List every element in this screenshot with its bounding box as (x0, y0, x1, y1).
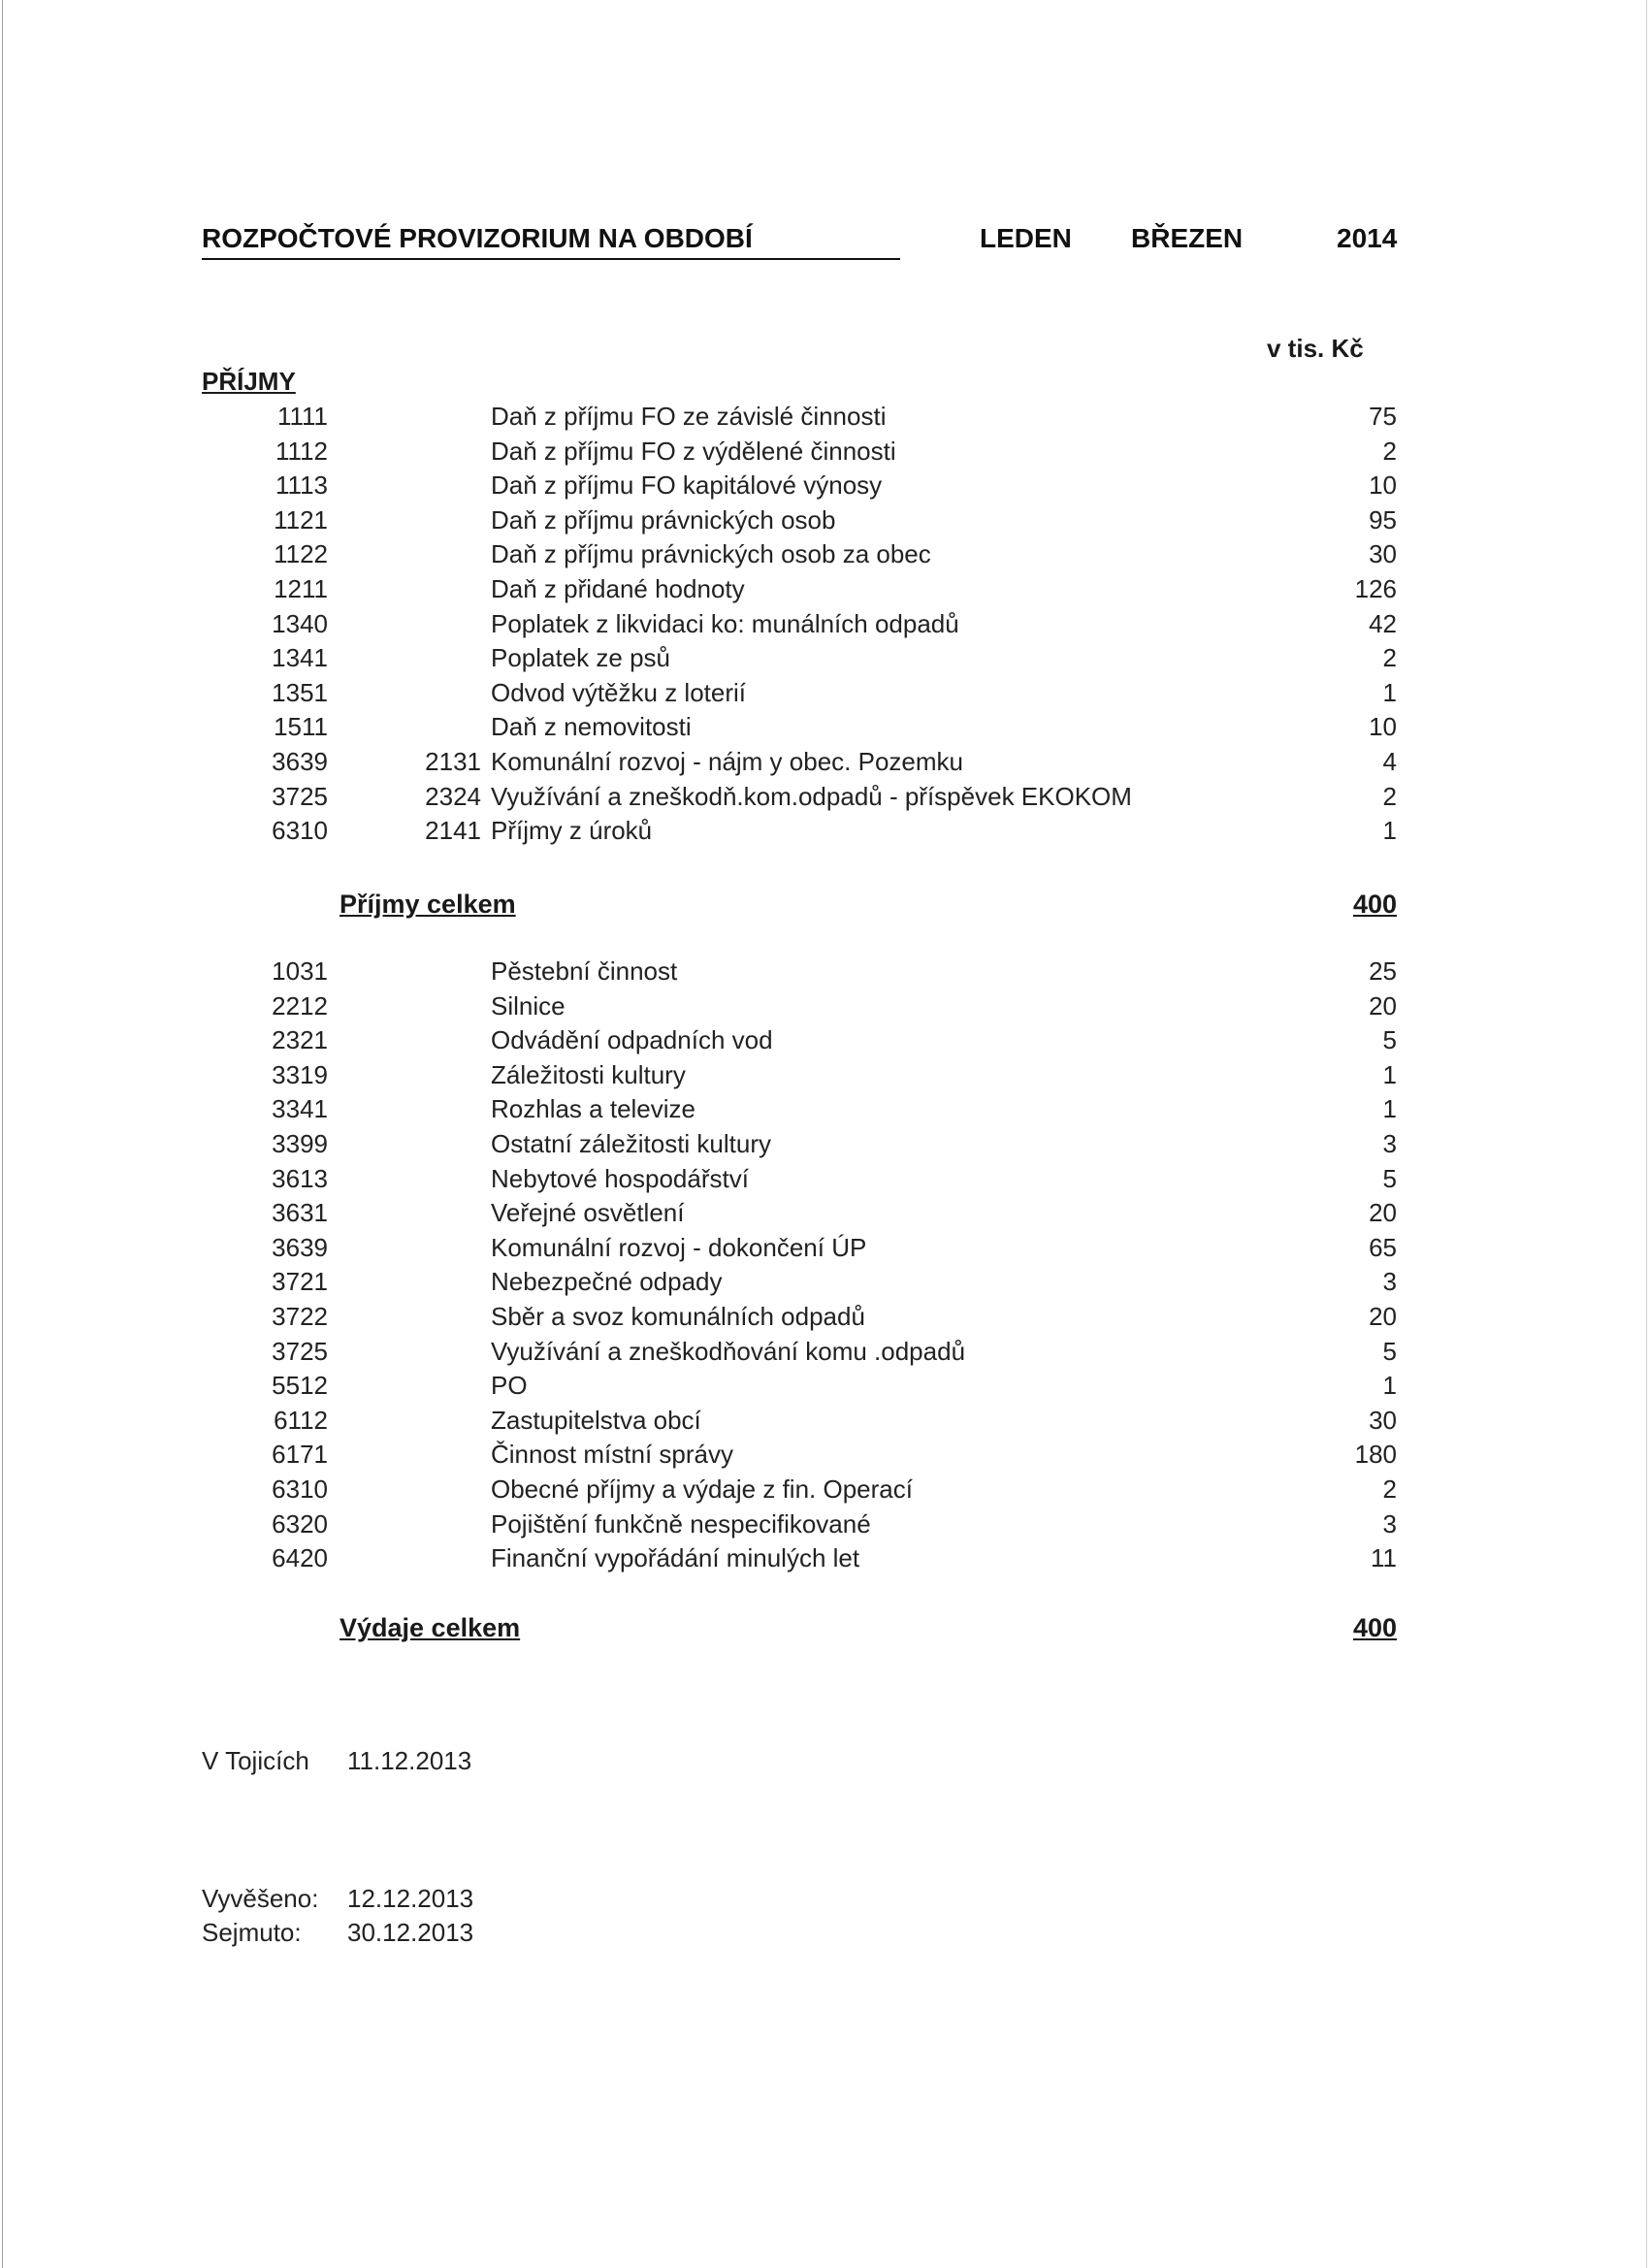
paragraph-code: 1031 (272, 956, 328, 986)
item-name: Obecné příjmy a výdaje z fin. Operací (491, 1474, 913, 1504)
paragraph-code: 6420 (272, 1543, 328, 1573)
amount-value: 75 (1369, 402, 1397, 431)
item-name: Daň z příjmu FO ze závislé činnosti (491, 402, 887, 431)
amount-value: 2 (1382, 781, 1397, 811)
item-name: Daň z přidané hodnoty (491, 573, 745, 603)
item-name: PO (491, 1371, 528, 1401)
item-name: Poplatek z likvidaci ko: munálních odpadů (491, 608, 959, 638)
item-name: Komunální rozvoj - dokončení ÚP (491, 1232, 867, 1262)
item-name: Rozhlas a televize (491, 1094, 695, 1124)
table-row (0, 1300, 1649, 1335)
amount-value: 1 (1382, 1094, 1397, 1124)
paragraph-code: 6310 (272, 1474, 328, 1504)
paragraph-code: 1111 (276, 402, 328, 431)
paragraph-code: 1340 (272, 608, 328, 638)
amount-value: 5 (1382, 1163, 1397, 1193)
paragraph-code: 2321 (272, 1025, 328, 1055)
table-row (0, 503, 1649, 538)
revenue-total-row (0, 887, 1649, 922)
item-name: Ostatní záležitosti kultury (491, 1128, 771, 1158)
amount-value: 65 (1369, 1232, 1397, 1262)
expenditure-table (0, 955, 1649, 1576)
revenue-table (0, 400, 1649, 849)
table-row (0, 1162, 1649, 1197)
paragraph-code: 2212 (272, 990, 328, 1021)
item-name: Záležitosti kultury (491, 1059, 686, 1089)
item-name: Silnice (491, 990, 566, 1021)
paragraph-code: 3631 (272, 1198, 328, 1228)
paragraph-code: 6320 (272, 1508, 328, 1539)
expenditure-total-row (0, 1610, 1649, 1645)
paragraph-code: 6171 (272, 1440, 328, 1470)
paragraph-code: 1112 (275, 436, 328, 466)
expenditure-total-amount: 400 (1352, 1613, 1397, 1642)
paragraph-code: 3613 (272, 1163, 328, 1193)
amount-value: 2 (1382, 1474, 1397, 1504)
item-name: Využívání a zneškodňování komu .odpadů (491, 1336, 966, 1366)
item-name: Využívání a zneškodň.kom.odpadů - příspěvek EKOKOM (491, 781, 1132, 811)
amount-value: 2 (1382, 436, 1397, 466)
table-row (0, 400, 1649, 435)
amount-value: 126 (1354, 573, 1397, 603)
table-row (0, 572, 1649, 607)
posted-date: 12.12.2013 (347, 1884, 474, 1913)
item-name: Pěstební činnost (491, 956, 678, 986)
paragraph-code: 3722 (272, 1301, 328, 1331)
revenue-total-amount: 400 (1352, 890, 1397, 919)
amount-value: 180 (1354, 1440, 1397, 1470)
table-row (0, 814, 1649, 849)
item-name: Daň z příjmu FO z výdělené činnosti (491, 436, 896, 466)
item-name: Odvod výtěžku z loterií (491, 677, 746, 707)
paragraph-code: 3639 (272, 1232, 328, 1262)
paragraph-code: 3725 (272, 781, 328, 811)
amount-value: 1 (1382, 1059, 1397, 1089)
removed-line (202, 1918, 473, 1948)
table-row (0, 607, 1649, 642)
table-row (0, 641, 1649, 676)
item-name: Příjmy z úroků (491, 816, 653, 846)
item-name: Nebytové hospodářství (491, 1163, 749, 1193)
table-row (0, 710, 1649, 745)
amount-value: 4 (1382, 746, 1397, 776)
amount-value: 42 (1369, 608, 1397, 638)
amount-value: 3 (1382, 1128, 1397, 1158)
paragraph-code: 1121 (274, 504, 328, 535)
paragraph-code: 3725 (272, 1336, 328, 1366)
amount-value: 30 (1369, 539, 1397, 569)
table-row (0, 1127, 1649, 1162)
paragraph-code: 3319 (272, 1059, 328, 1089)
item-name: Komunální rozvoj - nájm y obec. Pozemku (491, 746, 963, 776)
amount-value: 20 (1369, 1301, 1397, 1331)
period-start-month: LEDEN (980, 223, 1072, 253)
amount-value: 25 (1369, 956, 1397, 986)
table-row (0, 1369, 1649, 1404)
amount-value: 30 (1369, 1405, 1397, 1435)
table-row (0, 1058, 1649, 1093)
table-row (0, 1231, 1649, 1266)
amount-value: 11 (1371, 1543, 1397, 1573)
table-row (0, 1541, 1649, 1576)
paragraph-code: 1113 (275, 470, 328, 501)
revenue-total-label: Příjmy celkem (340, 890, 516, 919)
item-code: 2131 (425, 746, 481, 776)
item-name: Pojištění funkčně nespecifikované (491, 1508, 871, 1539)
paragraph-code: 5512 (272, 1371, 328, 1401)
amount-value: 3 (1382, 1267, 1397, 1297)
removed-label: Sejmuto: (202, 1918, 302, 1947)
item-name: Nebezpečné odpady (491, 1267, 723, 1297)
amount-value: 10 (1369, 712, 1397, 742)
table-row (0, 676, 1649, 711)
posted-label: Vyvěšeno: (202, 1884, 319, 1913)
table-row (0, 1507, 1649, 1542)
table-row (0, 1092, 1649, 1127)
table-row (0, 1196, 1649, 1231)
period-year: 2014 (1337, 223, 1398, 253)
amount-value: 20 (1369, 1198, 1397, 1228)
amount-value: 1 (1382, 816, 1397, 846)
item-name: Daň z příjmu právnických osob (491, 504, 836, 535)
item-name: Finanční vypořádání minulých let (491, 1543, 860, 1573)
paragraph-code: 1211 (274, 573, 328, 603)
table-row (0, 745, 1649, 780)
item-code: 2141 (425, 816, 481, 846)
item-code: 2324 (425, 781, 481, 811)
paragraph-code: 1341 (272, 643, 328, 673)
paragraph-code: 1351 (272, 677, 328, 707)
amount-value: 10 (1369, 470, 1397, 501)
amount-value: 2 (1382, 643, 1397, 673)
table-row (0, 1438, 1649, 1473)
item-name: Poplatek ze psů (491, 643, 671, 673)
currency-unit: v tis. Kč (1267, 334, 1364, 363)
amount-value: 95 (1369, 504, 1397, 535)
item-name: Činnost místní správy (491, 1440, 733, 1470)
place-date-line (202, 1746, 471, 1776)
item-name: Daň z příjmu právnických osob za obec (491, 539, 931, 569)
amount-value: 20 (1369, 990, 1397, 1021)
paragraph-code: 6112 (274, 1405, 328, 1435)
paragraph-code: 6310 (272, 816, 328, 846)
place-label: V Tojicích (202, 1746, 309, 1775)
table-row (0, 1265, 1649, 1300)
paragraph-code: 1511 (274, 712, 328, 742)
table-row (0, 780, 1649, 815)
item-name: Daň z příjmu FO kapitálové výnosy (491, 470, 883, 501)
paragraph-code: 3721 (272, 1267, 328, 1297)
paragraph-code: 3341 (272, 1094, 328, 1124)
amount-value: 5 (1382, 1336, 1397, 1366)
table-row (0, 1023, 1649, 1058)
table-row (0, 989, 1649, 1024)
removed-date: 30.12.2013 (347, 1918, 474, 1947)
item-name: Daň z nemovitosti (491, 712, 692, 742)
item-name: Odvádění odpadních vod (491, 1025, 773, 1055)
item-name: Sběr a svoz komunálních odpadů (491, 1301, 865, 1331)
expenditure-total-label: Výdaje celkem (340, 1613, 521, 1642)
document-title: ROZPOČTOVÉ PROVIZORIUM NA OBDOBÍ (202, 223, 900, 260)
period-end-month: BŘEZEN (1131, 223, 1244, 253)
amount-value: 1 (1382, 677, 1397, 707)
amount-value: 5 (1382, 1025, 1397, 1055)
revenue-section-heading: PŘÍJMY (202, 367, 296, 396)
item-name: Zastupitelstva obcí (491, 1405, 701, 1435)
table-row (0, 955, 1649, 989)
amount-value: 3 (1382, 1508, 1397, 1539)
amount-value: 1 (1382, 1371, 1397, 1401)
table-row (0, 537, 1649, 572)
paragraph-code: 1122 (274, 539, 328, 569)
table-row (0, 1404, 1649, 1439)
paragraph-code: 3639 (272, 746, 328, 776)
table-row (0, 469, 1649, 503)
place-date: 11.12.2013 (347, 1746, 472, 1775)
table-row (0, 1335, 1649, 1370)
table-row (0, 435, 1649, 470)
paragraph-code: 3399 (272, 1128, 328, 1158)
item-name: Veřejné osvětlení (491, 1198, 685, 1228)
table-row (0, 1473, 1649, 1507)
posted-line (202, 1884, 473, 1914)
